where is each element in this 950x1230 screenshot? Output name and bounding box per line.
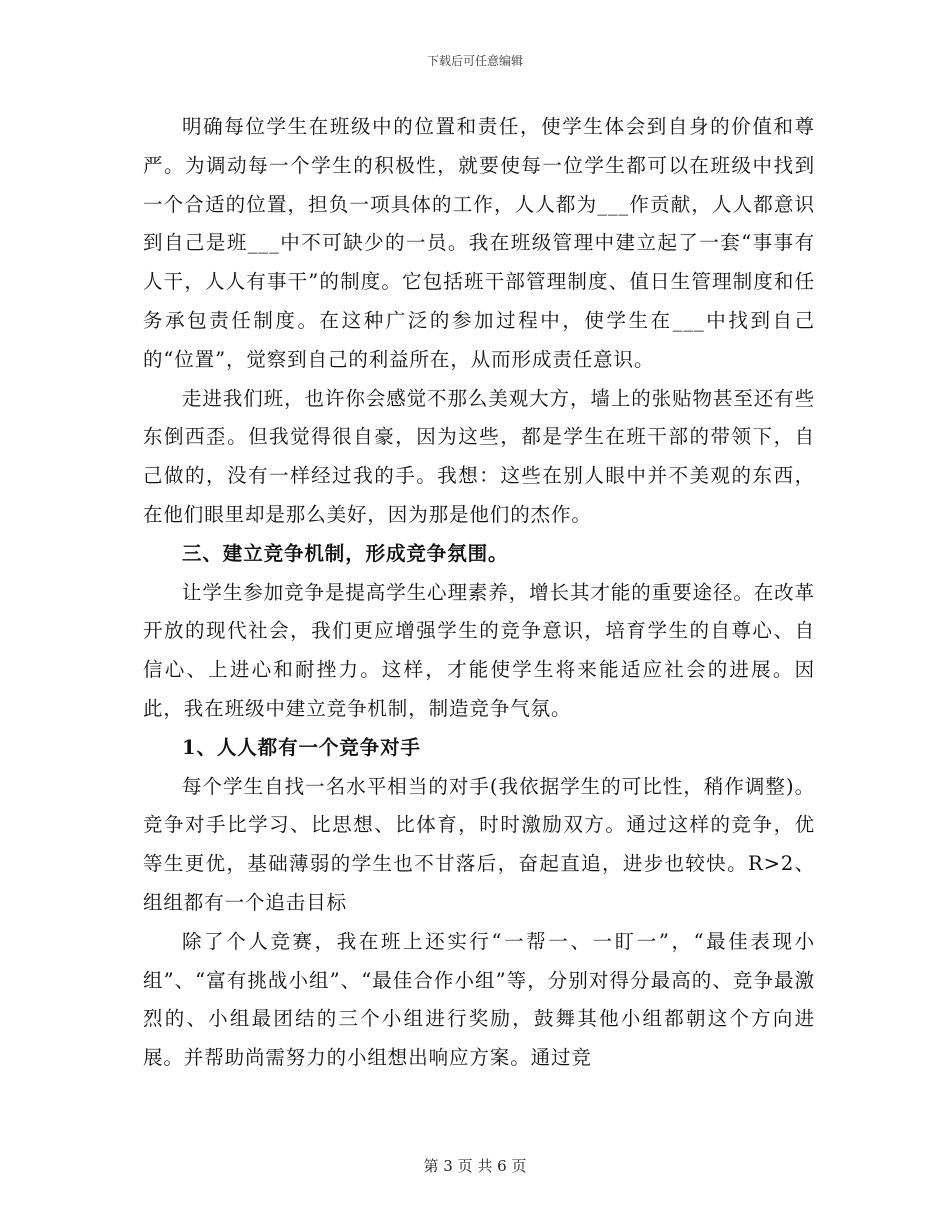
document-body	[143, 108, 815, 1078]
paragraph-group-contest: 除了个人竞赛，我在班上还实行“一帮一、一盯一”，“最佳表现小组”、“富有挑战小组”、“最佳合作小组”等，分别对得分最高的、竞争最激烈的、小组最团结的三个小组进行奖励，鼓舞其他小组都朝这个方向进展。并帮助尚需努力的小组想出响应方案。通过竞	[143, 929, 815, 1070]
paragraph-responsibility: 明确每位学生在班级中的位置和责任，使学生体会到自身的价值和尊严。为调动每一个学生的积极性，就要使每一位学生都可以在班级中找到一个合适的位置，担负一项具体的工作，人人都为___作贡献，人人都意识到自己是班___中不可缺少的一员。我在班级管理中建立起了一套“事事有人干，人人有事干”的制度。它包括班干部管理制度、值日生管理制度和任务承包责任制度。在这种广泛的参加过程中，使学生在___中找到自己的“位置”，觉察到自己的利益所在，从而形成责任意识。	[143, 115, 815, 371]
paragraph-classroom-decor: 走进我们班，也许你会感觉不那么美观大方，墙上的张贴物甚至还有些东倒西歪。但我觉得很自豪，因为这些，都是学生在班干部的带领下，自己做的，没有一样经过我的手。我想：这些在别人眼中并不美观的东西，在他们眼里却是那么美好，因为那是他们的杰作。	[143, 386, 815, 526]
section-heading-competition: 三、建立竞争机制，形成竞争氛围。	[182, 541, 509, 565]
page-number: 第 3 页 共 6 页	[423, 1157, 527, 1175]
subheading-rival: 1、人人都有一个竞争对手	[182, 735, 421, 759]
page-header: 下载后可任意编辑	[426, 54, 523, 68]
paragraph-competition-intro: 让学生参加竞争是提高学生心理素养，增长其才能的重要途径。在改革开放的现代社会，我们更应增强学生的竞争意识，培育学生的自尊心、自信心、上进心和耐挫力。这样，才能使学生将来能适应社会的进展。因此，我在班级中建立竞争机制，制造竞争气氛。	[143, 580, 815, 720]
paragraph-rival-detail: 每个学生自找一名水平相当的对手(我依据学生的可比性，稍作调整)。竞争对手比学习、比思想、比体育，时时激励双方。通过这样的竞争，优等生更优，基础薄弱的学生也不甘落后，奋起直追，进步也较快。R>2、组组都有一个追击目标	[143, 774, 815, 914]
